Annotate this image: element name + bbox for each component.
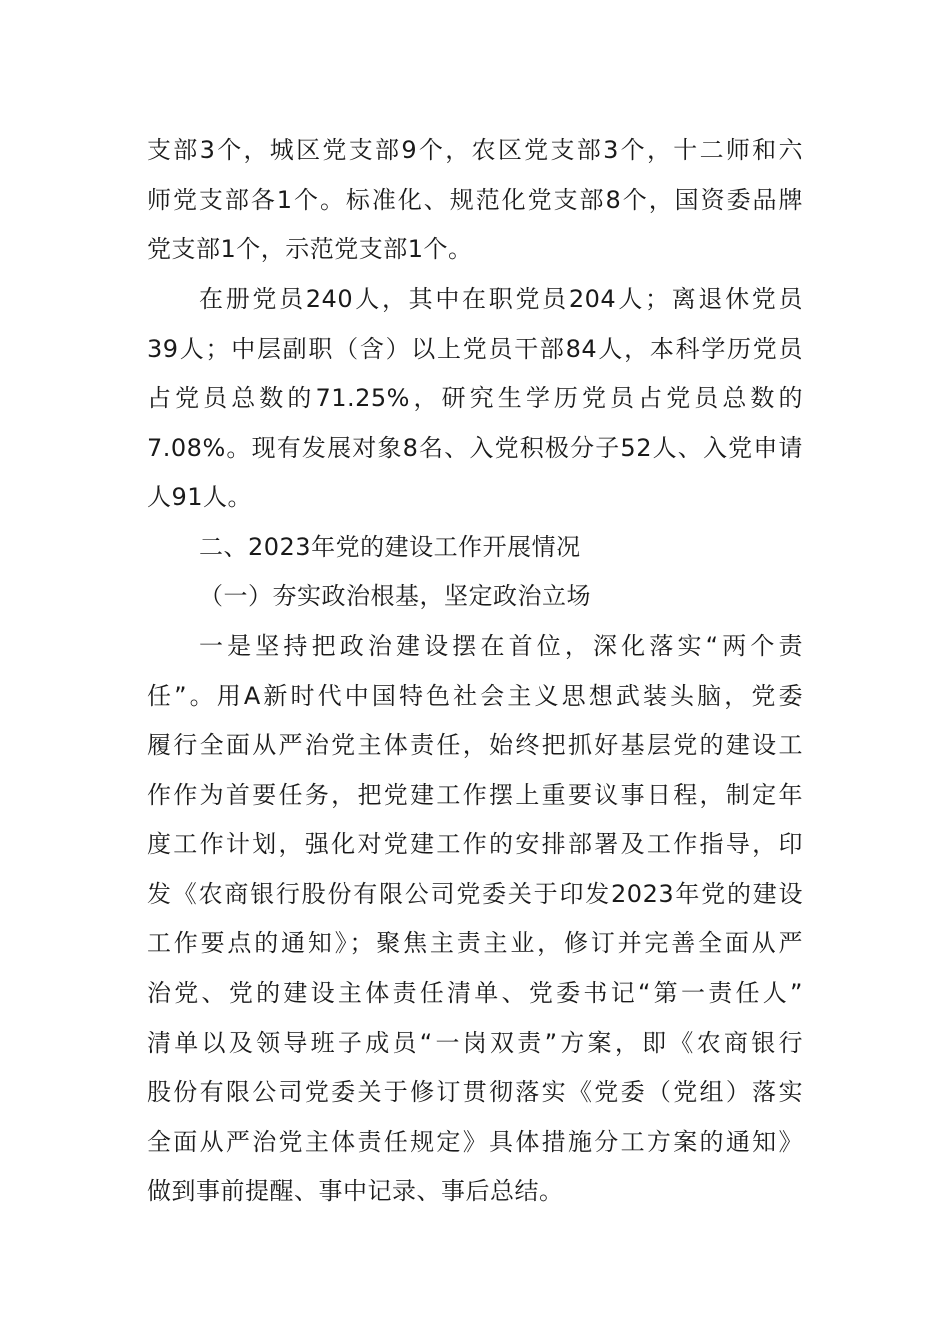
paragraph-line: 7.08%。现有发展对象8名、入党积极分子52人、入党申请 [147, 434, 803, 462]
paragraph-line: 做到事前提醒、事中记录、事后总结。 [147, 1177, 564, 1205]
paragraph-line: 人91人。 [147, 483, 253, 511]
paragraph-line: 发《农商银行股份有限公司党委关于印发2023年党的建设 [147, 880, 803, 908]
paragraph-line: 在册党员240人，其中在职党员204人；离退休党员 [199, 285, 803, 313]
paragraph-line: 任”。用A新时代中国特色社会主义思想武装头脑，党委 [147, 682, 803, 710]
paragraph-line: 师党支部各1个。标准化、规范化党支部8个，国资委品牌 [147, 186, 803, 214]
paragraph-line: 39人；中层副职（含）以上党员干部84人，本科学历党员 [147, 335, 803, 363]
paragraph-line: 履行全面从严治党主体责任，始终把抓好基层党的建设工 [147, 731, 803, 759]
paragraph-line: 支部3个，城区党支部9个，农区党支部3个，十二师和六 [147, 136, 803, 164]
paragraph-line: 作作为首要任务，把党建工作摆上重要议事日程，制定年 [147, 781, 803, 809]
paragraph-line: 清单以及领导班子成员“一岗双责”方案，即《农商银行 [147, 1029, 803, 1057]
paragraph-line: 股份有限公司党委关于修订贯彻落实《党委（党组）落实 [147, 1078, 803, 1106]
paragraph-line: 治党、党的建设主体责任清单、党委书记“第一责任人” [147, 979, 803, 1007]
paragraph-line: 工作要点的通知》；聚焦主责主业，修订并完善全面从严 [147, 929, 803, 957]
paragraph-line: 占党员总数的71.25%，研究生学历党员占党员总数的 [147, 384, 803, 412]
section-heading: 二、2023年党的建设工作开展情况 [199, 533, 581, 561]
subsection-heading: （一）夯实政治根基，坚定政治立场 [199, 582, 591, 610]
paragraph-line: 度工作计划，强化对党建工作的安排部署及工作指导，印 [147, 830, 803, 858]
paragraph-line: 一是坚持把政治建设摆在首位，深化落实“两个责 [199, 632, 803, 660]
paragraph-line: 全面从严治党主体责任规定》具体措施分工方案的通知》 [147, 1128, 803, 1156]
paragraph-line: 党支部1个，示范党支部1个。 [147, 235, 473, 263]
